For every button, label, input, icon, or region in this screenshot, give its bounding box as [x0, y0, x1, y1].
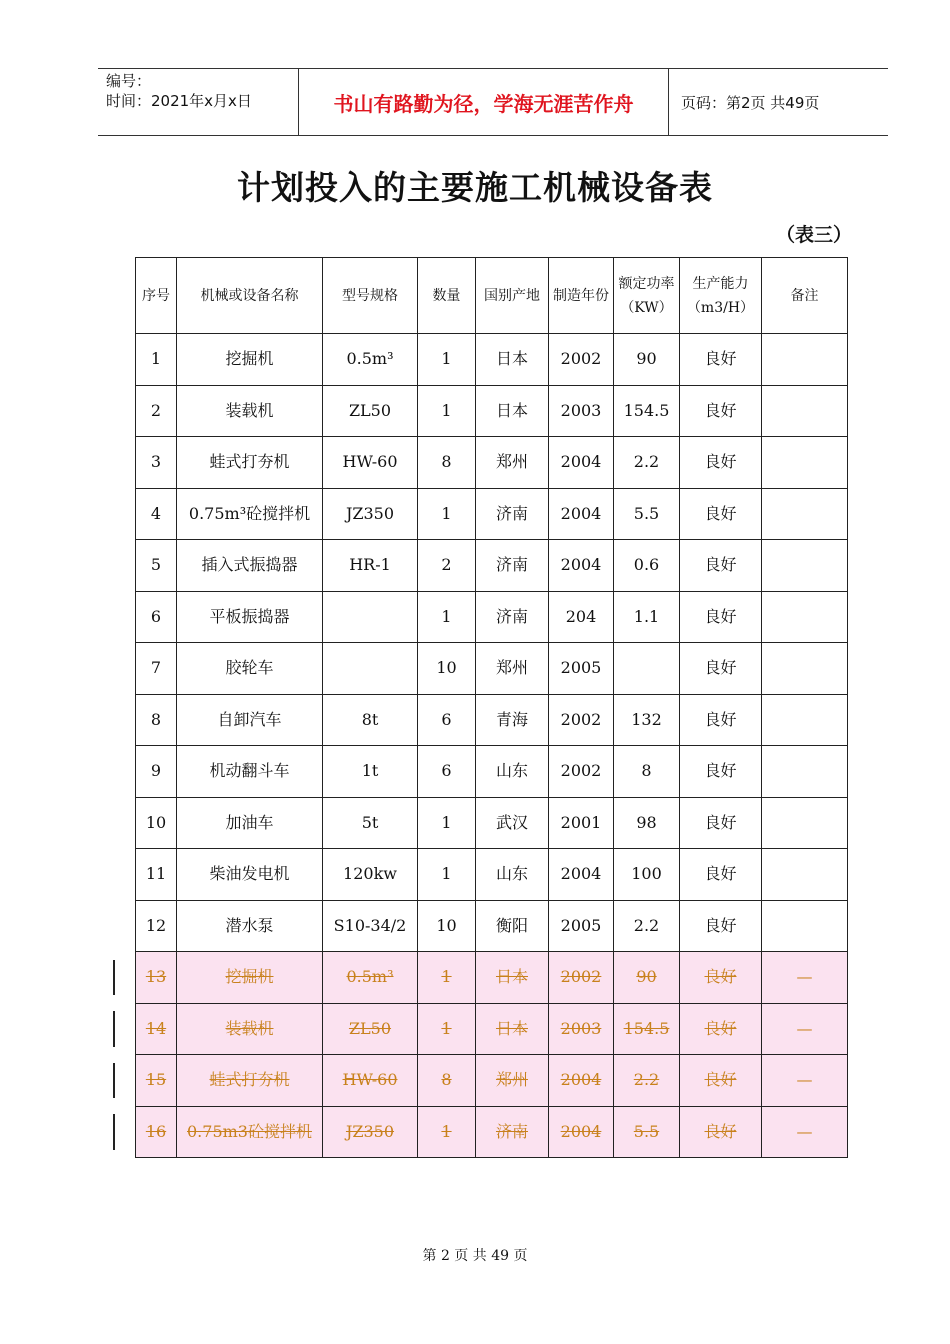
equipment-name-cell: 胶轮车	[177, 643, 323, 695]
model-spec-cell: 1t	[323, 746, 418, 798]
manufacture-year-cell: 2002	[549, 746, 614, 798]
equipment-name-cell: 机动翻斗车	[177, 746, 323, 798]
table-row	[136, 849, 848, 901]
manufacture-year-cell: 2004	[549, 849, 614, 901]
remark-cell: —	[762, 1055, 848, 1107]
model-spec-cell: 5t	[323, 797, 418, 849]
revision-change-bar	[113, 1011, 115, 1047]
row-number-cell: 8	[136, 694, 177, 746]
manufacture-year-cell: 2003	[549, 385, 614, 437]
rated-power-cell: 90	[614, 334, 680, 386]
quantity-cell: 1	[418, 334, 476, 386]
origin-cell: 济南	[476, 540, 549, 592]
manufacture-year-cell: 2003	[549, 1003, 614, 1055]
capacity-cell: 良好	[680, 385, 762, 437]
model-spec-cell: HW-60	[323, 1055, 418, 1107]
column-header: 生产能力（m3/H）	[680, 258, 762, 334]
table-header-row	[136, 258, 848, 334]
model-spec-cell	[323, 591, 418, 643]
manufacture-year-cell: 2004	[549, 437, 614, 489]
model-spec-cell: 0.5m³	[323, 334, 418, 386]
document-header	[98, 68, 888, 136]
table-row	[136, 900, 848, 952]
remark-cell	[762, 797, 848, 849]
row-number-cell: 10	[136, 797, 177, 849]
remark-cell: —	[762, 1106, 848, 1158]
remark-cell	[762, 746, 848, 798]
table-row-deleted	[136, 952, 848, 1004]
capacity-cell: 良好	[680, 900, 762, 952]
remark-cell	[762, 643, 848, 695]
origin-cell: 济南	[476, 591, 549, 643]
rated-power-cell: 1.1	[614, 591, 680, 643]
column-header: 额定功率（KW）	[614, 258, 680, 334]
equipment-name-cell: 柴油发电机	[177, 849, 323, 901]
quantity-cell: 10	[418, 900, 476, 952]
table-row	[136, 540, 848, 592]
origin-cell: 青海	[476, 694, 549, 746]
remark-cell: —	[762, 952, 848, 1004]
quantity-cell: 1	[418, 1003, 476, 1055]
remark-cell	[762, 900, 848, 952]
rated-power-cell: 98	[614, 797, 680, 849]
model-spec-cell: 0.5m³	[323, 952, 418, 1004]
quantity-cell: 10	[418, 643, 476, 695]
model-spec-cell: HW-60	[323, 437, 418, 489]
quantity-cell: 1	[418, 1106, 476, 1158]
remark-cell	[762, 849, 848, 901]
row-number-cell: 12	[136, 900, 177, 952]
table-row-deleted	[136, 1003, 848, 1055]
model-spec-cell: 120kw	[323, 849, 418, 901]
capacity-cell: 良好	[680, 643, 762, 695]
rated-power-cell: 2.2	[614, 1055, 680, 1107]
row-number-cell: 15	[136, 1055, 177, 1107]
page-footer: 第 2 页 共 49 页	[422, 1248, 528, 1264]
row-number-cell: 6	[136, 591, 177, 643]
capacity-cell: 良好	[680, 334, 762, 386]
equipment-name-cell: 潜水泵	[177, 900, 323, 952]
origin-cell: 济南	[476, 1106, 549, 1158]
capacity-cell: 良好	[680, 849, 762, 901]
table-row	[136, 694, 848, 746]
rated-power-cell: 5.5	[614, 1106, 680, 1158]
row-number-cell: 4	[136, 488, 177, 540]
equipment-name-cell: 加油车	[177, 797, 323, 849]
row-number-cell: 5	[136, 540, 177, 592]
row-number-cell: 2	[136, 385, 177, 437]
column-header: 数量	[418, 258, 476, 334]
row-number-cell: 13	[136, 952, 177, 1004]
rated-power-cell: 5.5	[614, 488, 680, 540]
model-spec-cell: 8t	[323, 694, 418, 746]
row-number-cell: 1	[136, 334, 177, 386]
manufacture-year-cell: 2004	[549, 540, 614, 592]
remark-cell	[762, 694, 848, 746]
quantity-cell: 2	[418, 540, 476, 592]
capacity-cell: 良好	[680, 1055, 762, 1107]
remark-cell	[762, 540, 848, 592]
manufacture-year-cell: 2004	[549, 488, 614, 540]
revision-change-bar	[113, 1063, 115, 1099]
equipment-name-cell: 蛙式打夯机	[177, 1055, 323, 1107]
capacity-cell: 良好	[680, 746, 762, 798]
origin-cell: 郑州	[476, 643, 549, 695]
remark-cell	[762, 437, 848, 489]
rated-power-cell: 154.5	[614, 385, 680, 437]
table-row-deleted	[136, 1106, 848, 1158]
manufacture-year-cell: 2002	[549, 334, 614, 386]
column-header: 制造年份	[549, 258, 614, 334]
table-row	[136, 591, 848, 643]
model-spec-cell: JZ350	[323, 488, 418, 540]
quantity-cell: 1	[418, 591, 476, 643]
rated-power-cell: 100	[614, 849, 680, 901]
quantity-cell: 8	[418, 437, 476, 489]
rated-power-cell: 132	[614, 694, 680, 746]
manufacture-year-cell: 2001	[549, 797, 614, 849]
table-row	[136, 797, 848, 849]
remark-cell	[762, 591, 848, 643]
column-header: 型号规格	[323, 258, 418, 334]
rated-power-cell	[614, 643, 680, 695]
remark-cell	[762, 334, 848, 386]
capacity-cell: 良好	[680, 797, 762, 849]
equipment-name-cell: 平板振捣器	[177, 591, 323, 643]
row-number-cell: 7	[136, 643, 177, 695]
table-row-deleted	[136, 1055, 848, 1107]
capacity-cell: 良好	[680, 694, 762, 746]
header-motto: 书山有路勤为径，学海无涯苦作舟	[299, 69, 669, 135]
equipment-name-cell: 挖掘机	[177, 334, 323, 386]
table-row	[136, 437, 848, 489]
rated-power-cell: 2.2	[614, 900, 680, 952]
revision-change-bar	[113, 960, 115, 996]
row-number-cell: 9	[136, 746, 177, 798]
equipment-name-cell: 挖掘机	[177, 952, 323, 1004]
page-title: 计划投入的主要施工机械设备表	[237, 168, 713, 207]
table-subtitle: （表三）	[775, 224, 852, 246]
quantity-cell: 1	[418, 952, 476, 1004]
table-row	[136, 334, 848, 386]
rated-power-cell: 2.2	[614, 437, 680, 489]
table-row	[136, 488, 848, 540]
rated-power-cell: 0.6	[614, 540, 680, 592]
column-header: 序号	[136, 258, 177, 334]
table-row	[136, 385, 848, 437]
model-spec-cell	[323, 643, 418, 695]
remark-cell	[762, 385, 848, 437]
origin-cell: 日本	[476, 952, 549, 1004]
model-spec-cell: S10-34/2	[323, 900, 418, 952]
equipment-name-cell: 插入式振捣器	[177, 540, 323, 592]
quantity-cell: 1	[418, 797, 476, 849]
model-spec-cell: ZL50	[323, 385, 418, 437]
quantity-cell: 6	[418, 746, 476, 798]
equipment-table	[135, 257, 848, 1158]
model-spec-cell: HR-1	[323, 540, 418, 592]
origin-cell: 山东	[476, 746, 549, 798]
manufacture-year-cell: 2002	[549, 952, 614, 1004]
origin-cell: 日本	[476, 334, 549, 386]
equipment-name-cell: 装载机	[177, 385, 323, 437]
row-number-cell: 14	[136, 1003, 177, 1055]
origin-cell: 武汉	[476, 797, 549, 849]
quantity-cell: 6	[418, 694, 476, 746]
quantity-cell: 1	[418, 849, 476, 901]
capacity-cell: 良好	[680, 540, 762, 592]
manufacture-year-cell: 2005	[549, 900, 614, 952]
capacity-cell: 良好	[680, 1003, 762, 1055]
origin-cell: 日本	[476, 1003, 549, 1055]
manufacture-year-cell: 2004	[549, 1106, 614, 1158]
origin-cell: 山东	[476, 849, 549, 901]
serial-label: 编号：	[106, 72, 152, 90]
model-spec-cell: ZL50	[323, 1003, 418, 1055]
equipment-name-cell: 装载机	[177, 1003, 323, 1055]
quantity-cell: 8	[418, 1055, 476, 1107]
time-label: 时间：2021年x月x日	[106, 92, 252, 110]
origin-cell: 郑州	[476, 437, 549, 489]
remark-cell: —	[762, 1003, 848, 1055]
row-number-cell: 11	[136, 849, 177, 901]
table-row	[136, 643, 848, 695]
column-header: 备注	[762, 258, 848, 334]
origin-cell: 衡阳	[476, 900, 549, 952]
capacity-cell: 良好	[680, 488, 762, 540]
quantity-cell: 1	[418, 488, 476, 540]
table-row	[136, 746, 848, 798]
header-meta	[98, 69, 299, 135]
revision-change-bar	[113, 1114, 115, 1150]
capacity-cell: 良好	[680, 591, 762, 643]
manufacture-year-cell: 2005	[549, 643, 614, 695]
origin-cell: 郑州	[476, 1055, 549, 1107]
origin-cell: 济南	[476, 488, 549, 540]
model-spec-cell: JZ350	[323, 1106, 418, 1158]
equipment-name-cell: 蛙式打夯机	[177, 437, 323, 489]
equipment-name-cell: 0.75m³砼搅拌机	[177, 488, 323, 540]
capacity-cell: 良好	[680, 952, 762, 1004]
manufacture-year-cell: 204	[549, 591, 614, 643]
remark-cell	[762, 488, 848, 540]
column-header: 机械或设备名称	[177, 258, 323, 334]
row-number-cell: 16	[136, 1106, 177, 1158]
rated-power-cell: 154.5	[614, 1003, 680, 1055]
header-page-info: 页码：第2页 共49页	[681, 93, 820, 112]
rated-power-cell: 8	[614, 746, 680, 798]
equipment-name-cell: 0.75m3砼搅拌机	[177, 1106, 323, 1158]
equipment-name-cell: 自卸汽车	[177, 694, 323, 746]
manufacture-year-cell: 2002	[549, 694, 614, 746]
origin-cell: 日本	[476, 385, 549, 437]
rated-power-cell: 90	[614, 952, 680, 1004]
row-number-cell: 3	[136, 437, 177, 489]
capacity-cell: 良好	[680, 437, 762, 489]
quantity-cell: 1	[418, 385, 476, 437]
column-header: 国别产地	[476, 258, 549, 334]
capacity-cell: 良好	[680, 1106, 762, 1158]
manufacture-year-cell: 2004	[549, 1055, 614, 1107]
